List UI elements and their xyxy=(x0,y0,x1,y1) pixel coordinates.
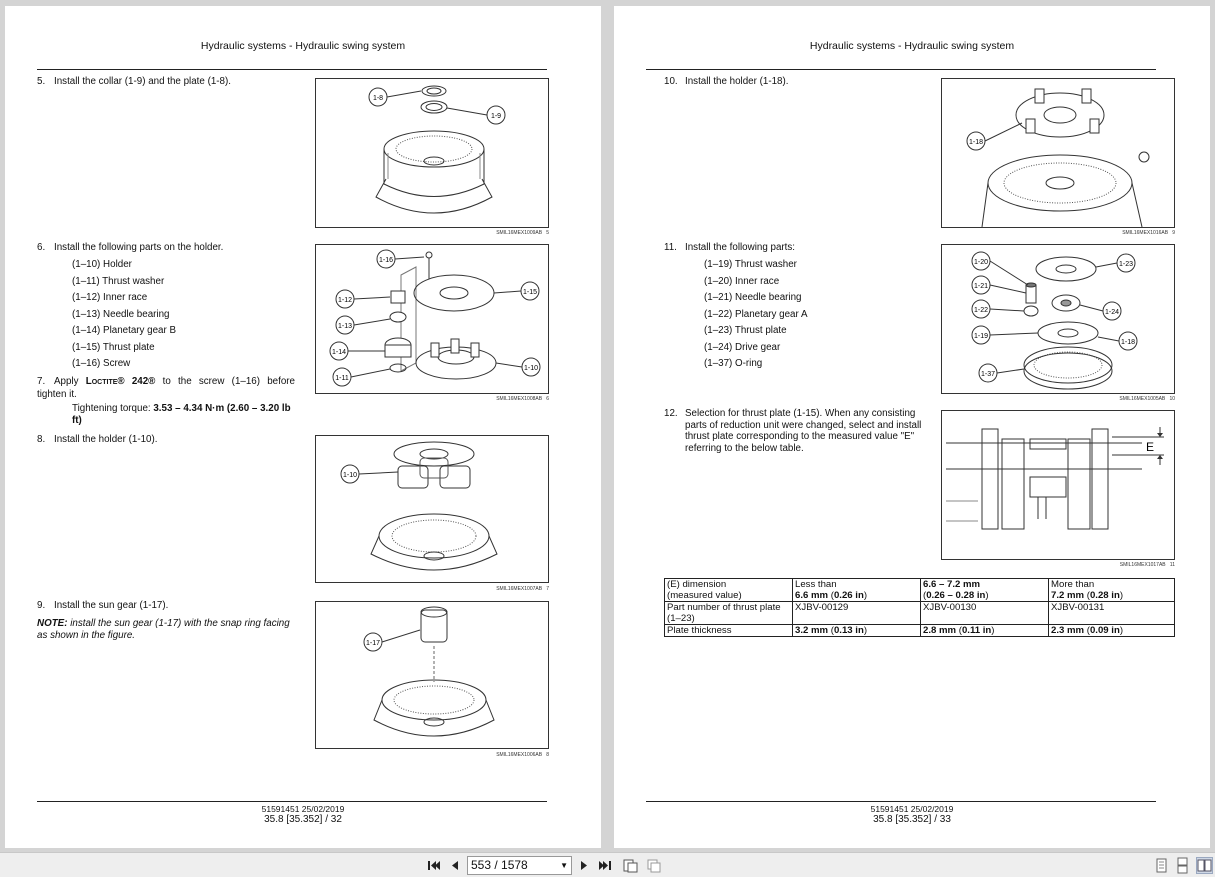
footer-rule xyxy=(37,801,547,802)
torque-spec xyxy=(72,403,294,427)
svg-text:1-13: 1-13 xyxy=(337,323,353,330)
last-page-icon[interactable] xyxy=(597,857,614,874)
svg-text:1-16: 1-16 xyxy=(378,257,394,264)
figure-caption: SMIL16MEX1008AB 6 xyxy=(496,396,549,402)
footer-page: 35.8 [35.352] / 33 xyxy=(873,814,951,825)
table-cell: Plate thickness xyxy=(665,625,793,637)
footer-rule xyxy=(646,801,1156,802)
step-text: Install the holder (1-18). xyxy=(685,76,789,87)
header-rule xyxy=(37,69,547,70)
step-7 xyxy=(37,376,295,401)
torque-value: 3.53 – 4.34 N·m (2.60 – 3.20 lb ft) xyxy=(72,403,291,426)
prev-page-icon[interactable] xyxy=(446,857,463,874)
right-page xyxy=(614,6,1210,848)
note-text: install the sun gear (1-17) with the snap ring facing as shown in the figure. xyxy=(37,618,290,641)
step-text: Install the following parts on the holder. xyxy=(54,242,224,253)
viewer-toolbar xyxy=(0,852,1215,877)
fit-icon[interactable] xyxy=(645,857,662,874)
svg-text:1-20: 1-20 xyxy=(973,259,989,266)
page-header: Hydraulic systems - Hydraulic swing system xyxy=(809,40,1015,52)
step-11 xyxy=(664,242,934,255)
callout-1-12 xyxy=(336,290,390,308)
parts-list xyxy=(704,259,807,375)
list-item: (1–16) Screw xyxy=(72,358,131,369)
header-rule xyxy=(646,69,1156,70)
svg-text:1-15: 1-15 xyxy=(522,289,538,296)
footer-doc: 51591451 25/02/2019 xyxy=(870,804,954,814)
figure-11 xyxy=(941,410,1175,560)
chevron-down-icon[interactable]: ▼ xyxy=(560,861,568,870)
callout-1-10 xyxy=(341,465,398,483)
figure-caption: SMIL16MEX1017AB 11 xyxy=(1119,562,1175,568)
parts-list xyxy=(72,259,176,375)
first-page-icon[interactable] xyxy=(425,857,442,874)
callout-1-18 xyxy=(967,123,1022,150)
figure-5 xyxy=(315,78,549,228)
svg-text:1-21: 1-21 xyxy=(973,283,989,290)
list-item: (1–37) O-ring xyxy=(704,358,763,369)
svg-text:1-19: 1-19 xyxy=(973,333,989,340)
callout-1-19 xyxy=(972,326,1038,344)
footer-doc: 51591451 25/02/2019 xyxy=(261,804,345,814)
svg-text:1-14: 1-14 xyxy=(331,349,347,356)
note-label: NOTE: xyxy=(37,618,68,629)
step-number: 12. xyxy=(664,408,678,419)
list-item: (1–15) Thrust plate xyxy=(72,341,155,353)
callout-1-23 xyxy=(1096,254,1135,272)
list-item: (1–10) Holder xyxy=(72,259,132,270)
callout-1-14 xyxy=(330,342,385,360)
callout-1-15 xyxy=(494,282,539,300)
dimension-label: E xyxy=(1145,440,1155,454)
figure-caption: SMIL16MEX1009AB 5 xyxy=(496,230,549,236)
callout-1-8 xyxy=(369,88,421,106)
page-header: Hydraulic systems - Hydraulic swing system xyxy=(200,40,406,52)
list-item: (1–20) Inner race xyxy=(704,275,780,287)
svg-text:1-22: 1-22 xyxy=(973,307,989,314)
svg-text:1-24: 1-24 xyxy=(1104,309,1120,316)
svg-text:1-18: 1-18 xyxy=(1120,339,1136,346)
continuous-view-icon[interactable] xyxy=(1174,857,1191,874)
svg-text:1-8: 1-8 xyxy=(372,95,384,102)
figure-caption: SMIL16MEX1006AB 8 xyxy=(496,752,549,758)
left-page xyxy=(5,6,601,848)
note xyxy=(37,618,299,642)
page-number-value: 553 / 1578 xyxy=(471,858,528,872)
svg-text:1-37: 1-37 xyxy=(980,371,996,378)
table-cell: More than 7.2 mm (0.28 in) xyxy=(1049,579,1175,602)
svg-text:1-17: 1-17 xyxy=(365,640,381,647)
callout-1-11 xyxy=(333,368,390,386)
list-item: (1–12) Inner race xyxy=(72,292,148,303)
step-text: Apply xyxy=(54,376,79,387)
page-number-field[interactable] xyxy=(467,856,572,875)
table-row xyxy=(665,625,1175,637)
step-text: to the screw (1–16) before tighten it. xyxy=(37,376,295,400)
product-name: Loctite® 242® xyxy=(85,376,156,387)
svg-text:1-10: 1-10 xyxy=(523,365,539,372)
step-number: 10. xyxy=(664,76,678,87)
callout-1-17 xyxy=(364,630,420,651)
step-12 xyxy=(664,408,924,454)
callout-1-13 xyxy=(336,316,390,334)
callout-1-18 xyxy=(1098,332,1137,350)
step-9 xyxy=(37,600,307,613)
callout-1-16 xyxy=(377,250,424,268)
figure-6 xyxy=(315,244,549,394)
step-number: 7. xyxy=(37,376,46,387)
step-8 xyxy=(37,434,307,447)
figure-caption: SMIL16MEX1007AB 7 xyxy=(496,586,549,592)
table-row xyxy=(665,602,1175,625)
step-text: Selection for thrust plate (1-15). When any consisting parts of reduction unit were changed, select and install thrust plate corresponding to the measured value "E" referring to the below table. xyxy=(685,408,922,454)
list-item: (1–11) Thrust washer xyxy=(72,275,165,287)
table-cell: (E) dimension (measured value) xyxy=(665,579,793,602)
step-number: 9. xyxy=(37,600,46,611)
table-cell: XJBV-00130 xyxy=(921,602,1049,625)
step-text: Install the sun gear (1-17). xyxy=(54,600,169,611)
list-item: (1–23) Thrust plate xyxy=(704,325,787,336)
table-cell: XJBV-00129 xyxy=(793,602,921,625)
table-cell: XJBV-00131 xyxy=(1049,602,1175,625)
thrust-plate-table xyxy=(664,578,1175,637)
figure-10 xyxy=(941,244,1175,394)
step-text: Install the collar (1-9) and the plate (1-8). xyxy=(54,76,231,87)
figure-8 xyxy=(315,601,549,749)
list-item: (1–24) Drive gear xyxy=(704,341,781,353)
list-item: (1–13) Needle bearing xyxy=(72,308,170,320)
step-6 xyxy=(37,242,307,255)
callout-1-22 xyxy=(972,300,1024,318)
figure-7 xyxy=(315,435,549,583)
svg-text:1-12: 1-12 xyxy=(337,297,353,304)
svg-text:1-10: 1-10 xyxy=(342,472,358,479)
figure-9 xyxy=(941,78,1175,228)
callout-1-37 xyxy=(979,364,1024,382)
step-5 xyxy=(37,76,307,89)
table-cell: 2.3 mm (0.09 in) xyxy=(1049,625,1175,637)
step-number: 8. xyxy=(37,434,46,445)
torque-label: Tightening torque: xyxy=(72,403,151,414)
table-cell: 6.6 – 7.2 mm (0.26 – 0.28 in) xyxy=(921,579,1049,602)
table-cell: Part number of thrust plate (1–23) xyxy=(665,602,793,625)
step-text: Install the holder (1-10). xyxy=(54,434,158,445)
svg-text:1-18: 1-18 xyxy=(968,139,984,146)
list-item: (1–14) Planetary gear B xyxy=(72,325,177,336)
table-cell: Less than 6.6 mm (0.26 in) xyxy=(793,579,921,602)
callout-1-9 xyxy=(447,106,505,124)
step-number: 5. xyxy=(37,76,46,87)
footer-page: 35.8 [35.352] / 32 xyxy=(264,814,342,825)
list-item: (1–22) Planetary gear A xyxy=(704,308,808,320)
single-page-view-icon[interactable] xyxy=(1153,857,1170,874)
svg-text:1-11: 1-11 xyxy=(335,375,349,382)
step-10 xyxy=(664,76,934,89)
step-text: Install the following parts: xyxy=(685,242,795,253)
table-cell: 2.8 mm (0.11 in) xyxy=(921,625,1049,637)
rotate-icon[interactable] xyxy=(622,857,639,874)
svg-text:1-9: 1-9 xyxy=(490,113,502,120)
facing-view-icon[interactable] xyxy=(1196,857,1213,874)
list-item: (1–19) Thrust washer xyxy=(704,259,797,270)
figure-caption: SMIL16MEX1005AB 10 xyxy=(1119,396,1175,402)
table-row xyxy=(665,579,1175,602)
table-cell: 3.2 mm (0.13 in) xyxy=(793,625,921,637)
callout-1-24 xyxy=(1080,302,1121,320)
next-page-icon[interactable] xyxy=(576,857,593,874)
figure-caption: SMIL16MEX1016AB 9 xyxy=(1122,230,1175,236)
step-number: 6. xyxy=(37,242,46,253)
list-item: (1–21) Needle bearing xyxy=(704,292,802,303)
svg-text:1-23: 1-23 xyxy=(1118,261,1134,268)
callout-1-10 xyxy=(496,358,540,376)
step-number: 11. xyxy=(664,242,677,253)
